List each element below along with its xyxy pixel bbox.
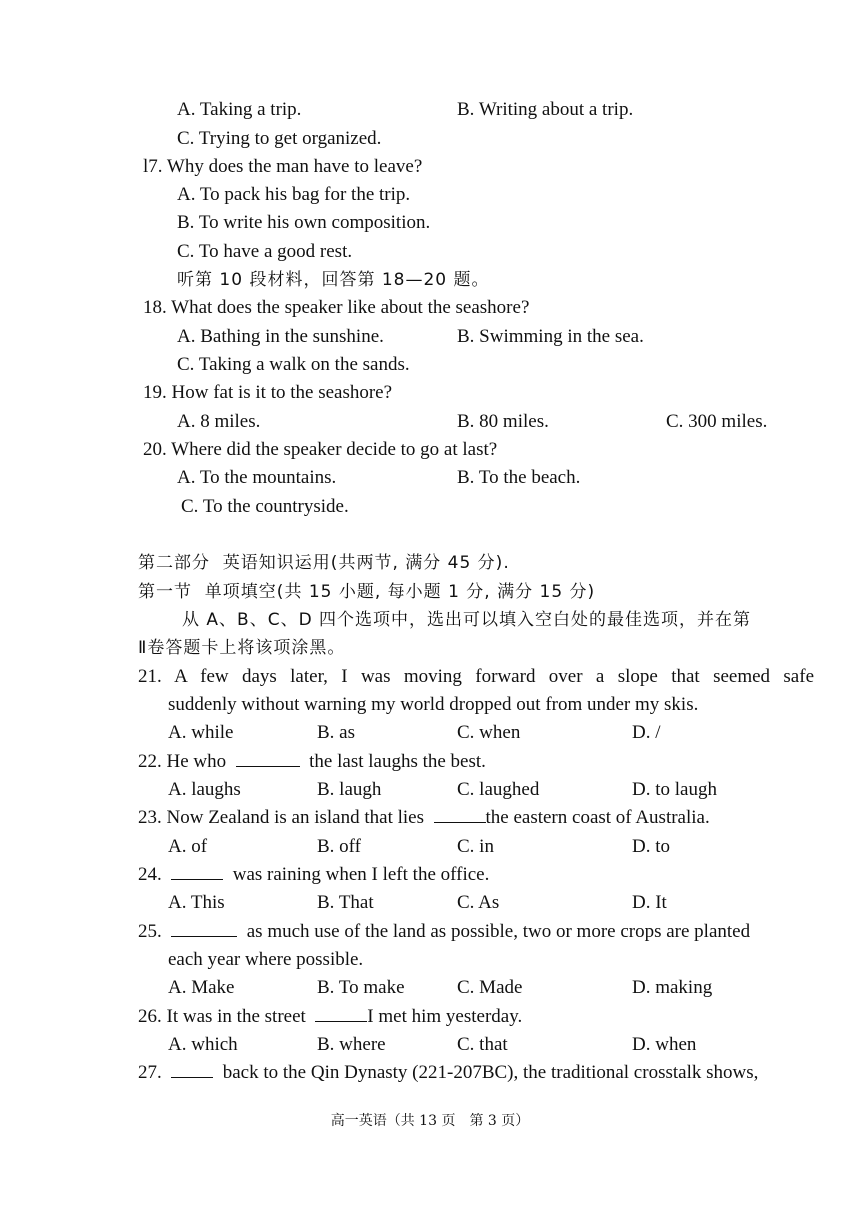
q22-stem bbox=[138, 748, 486, 776]
part2-title: 第二部分 英语知识运用(共两节, 满分 45 分). bbox=[138, 553, 510, 573]
q25-blank bbox=[171, 918, 237, 937]
q25-stem-pre: 25. bbox=[138, 921, 162, 942]
q24-blank bbox=[171, 861, 223, 880]
q21-stem-line1: 21. A few days later, I was moving forward over a slope that seemed safe bbox=[138, 666, 814, 687]
q24-stem bbox=[138, 861, 489, 889]
q25-option-d: D. making bbox=[632, 977, 713, 998]
q19-option-c: C. 300 miles. bbox=[666, 411, 768, 432]
q20-option-c: C. To the countryside. bbox=[181, 496, 349, 517]
q25-stem-line1 bbox=[138, 918, 750, 946]
q21-option-b: B. as bbox=[317, 722, 355, 743]
q20-stem: 20. Where did the speaker decide to go at last? bbox=[143, 439, 498, 460]
q27-blank bbox=[171, 1059, 213, 1078]
q24-option-b: B. That bbox=[317, 892, 374, 913]
q27-stem bbox=[138, 1059, 758, 1087]
q24-stem-pre: 24. bbox=[138, 864, 162, 885]
q21-option-c: C. when bbox=[457, 722, 521, 743]
q26-option-a: A. which bbox=[168, 1034, 238, 1055]
page-footer: 高一英语（共 13 页 第 3 页） bbox=[330, 1113, 530, 1129]
q19-option-a: A. 8 miles. bbox=[177, 411, 261, 432]
q23-option-d: D. to bbox=[632, 836, 670, 857]
q23-stem-post: the eastern coast of Australia. bbox=[485, 807, 710, 828]
q23-blank bbox=[434, 804, 486, 823]
q22-stem-post: the last laughs the best. bbox=[309, 751, 486, 772]
q19-stem: 19. How fat is it to the seashore? bbox=[143, 382, 393, 403]
q21-stem-line2: suddenly without warning my world dropped out from under my skis. bbox=[168, 694, 699, 715]
q19-option-b: B. 80 miles. bbox=[457, 411, 549, 432]
q25-option-a: A. Make bbox=[168, 977, 235, 998]
q23-option-b: B. off bbox=[317, 836, 361, 857]
q24-option-c: C. As bbox=[457, 892, 500, 913]
section1-instruction-line1: 从 A、B、C、D 四个选项中，选出可以填入空白处的最佳选项，并在第 bbox=[182, 610, 752, 630]
q24-option-d: D. It bbox=[632, 892, 667, 913]
q24-option-a: A. This bbox=[168, 892, 225, 913]
q18-stem: 18. What does the speaker like about the seashore? bbox=[143, 297, 530, 318]
q22-blank bbox=[236, 748, 300, 767]
q27-stem-pre: 27. bbox=[138, 1062, 162, 1083]
q22-stem-pre: 22. He who bbox=[138, 751, 227, 772]
q17-stem: l7. Why does the man have to leave? bbox=[143, 156, 423, 177]
q16-option-b: B. Writing about a trip. bbox=[457, 99, 634, 120]
q22-option-d: D. to laugh bbox=[632, 779, 717, 800]
q25-option-c: C. Made bbox=[457, 977, 523, 998]
section10-instruction: 听第 10 段材料，回答第 18—20 题。 bbox=[177, 270, 490, 290]
q17-option-a: A. To pack his bag for the trip. bbox=[177, 184, 411, 205]
q23-stem-pre: 23. Now Zealand is an island that lies bbox=[138, 807, 424, 828]
q20-option-a: A. To the mountains. bbox=[177, 467, 337, 488]
q26-option-c: C. that bbox=[457, 1034, 508, 1055]
q26-blank bbox=[315, 1003, 367, 1022]
q25-stem-line2: each year where possible. bbox=[168, 949, 364, 970]
q26-option-d: D. when bbox=[632, 1034, 697, 1055]
section1-title: 第一节 单项填空(共 15 小题, 每小题 1 分, 满分 15 分) bbox=[138, 582, 596, 602]
q18-option-a: A. Bathing in the sunshine. bbox=[177, 326, 384, 347]
q16-option-a: A. Taking a trip. bbox=[177, 99, 302, 120]
q17-option-b: B. To write his own composition. bbox=[177, 212, 431, 233]
q18-option-c: C. Taking a walk on the sands. bbox=[177, 354, 410, 375]
q20-option-b: B. To the beach. bbox=[457, 467, 581, 488]
q26-stem-post: I met him yesterday. bbox=[367, 1006, 523, 1027]
q21-option-d: D. / bbox=[632, 722, 661, 743]
q22-option-c: C. laughed bbox=[457, 779, 540, 800]
q22-option-a: A. laughs bbox=[168, 779, 241, 800]
q26-option-b: B. where bbox=[317, 1034, 386, 1055]
section1-instruction-line2: Ⅱ卷答题卡上将该项涂黑。 bbox=[138, 638, 346, 658]
q27-stem-post: back to the Qin Dynasty (221-207BC), the traditional crosstalk shows, bbox=[222, 1062, 759, 1083]
q23-stem bbox=[138, 804, 710, 832]
q26-stem bbox=[138, 1003, 522, 1031]
q25-option-b: B. To make bbox=[317, 977, 405, 998]
q21-option-a: A. while bbox=[168, 722, 234, 743]
q17-option-c: C. To have a good rest. bbox=[177, 241, 353, 262]
q22-option-b: B. laugh bbox=[317, 779, 382, 800]
q24-stem-post: was raining when I left the office. bbox=[232, 864, 490, 885]
q16-option-c: C. Trying to get organized. bbox=[177, 128, 382, 149]
q26-stem-pre: 26. It was in the street bbox=[138, 1006, 306, 1027]
q25-stem-post: as much use of the land as possible, two or more crops are planted bbox=[246, 921, 751, 942]
q23-option-c: C. in bbox=[457, 836, 494, 857]
q18-option-b: B. Swimming in the sea. bbox=[457, 326, 644, 347]
q23-option-a: A. of bbox=[168, 836, 208, 857]
